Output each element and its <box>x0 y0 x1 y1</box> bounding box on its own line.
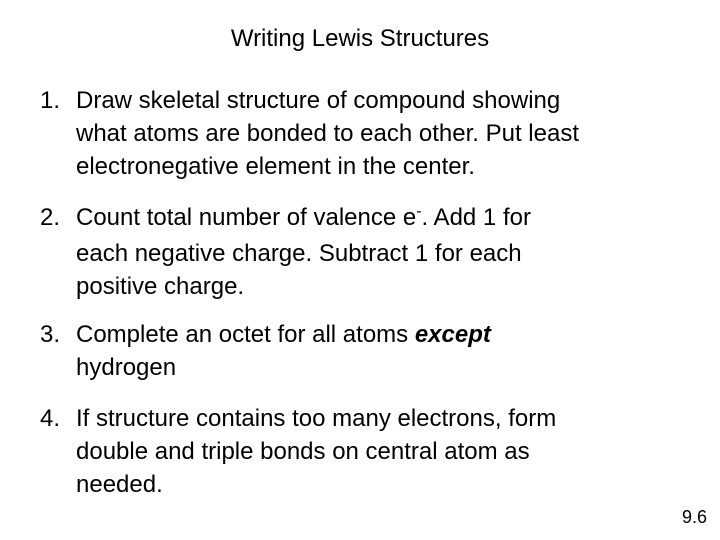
list-item-number: 3. <box>40 321 61 348</box>
list-item-line: each negative charge. Subtract 1 for each <box>76 240 522 267</box>
list-item-number: 2. <box>40 204 61 231</box>
list-item-line <box>76 318 710 351</box>
list-item-text <box>76 84 710 183</box>
list-item-text <box>76 201 710 303</box>
list-item-4 <box>40 402 710 501</box>
list-item-number: 4. <box>40 405 61 432</box>
valence-text: Count total number of valence e <box>76 204 417 231</box>
octet-text: Complete an octet for all atoms <box>76 321 415 348</box>
list-item-line: Draw skeletal structure of compound showing <box>76 87 561 114</box>
list-item-1 <box>40 84 710 183</box>
list-item-line: needed. <box>76 471 163 498</box>
list-item-2 <box>40 201 710 303</box>
except-emphasis: except <box>414 321 491 348</box>
list-item-line: electronegative element in the center. <box>76 153 475 180</box>
list-item-line: double and triple bonds on central atom as <box>76 438 530 465</box>
slide-title: Writing Lewis Structures <box>230 25 490 52</box>
slide-number: 9.6 <box>681 507 707 527</box>
add-text: . Add 1 for <box>421 204 531 231</box>
list-item-line: If structure contains too many electrons, form <box>76 405 557 432</box>
electron-charge-superscript: - <box>416 203 422 220</box>
list-item-number: 1. <box>40 87 61 114</box>
list-item-line: positive charge. <box>76 273 245 300</box>
list-item-text <box>76 318 710 384</box>
list-item-line: what atoms are bonded to each other. Put least <box>76 120 579 147</box>
list-item-line: hydrogen <box>76 354 177 381</box>
list-item-text <box>76 402 710 501</box>
list-item-line <box>76 201 710 237</box>
list-item-3 <box>40 318 710 384</box>
